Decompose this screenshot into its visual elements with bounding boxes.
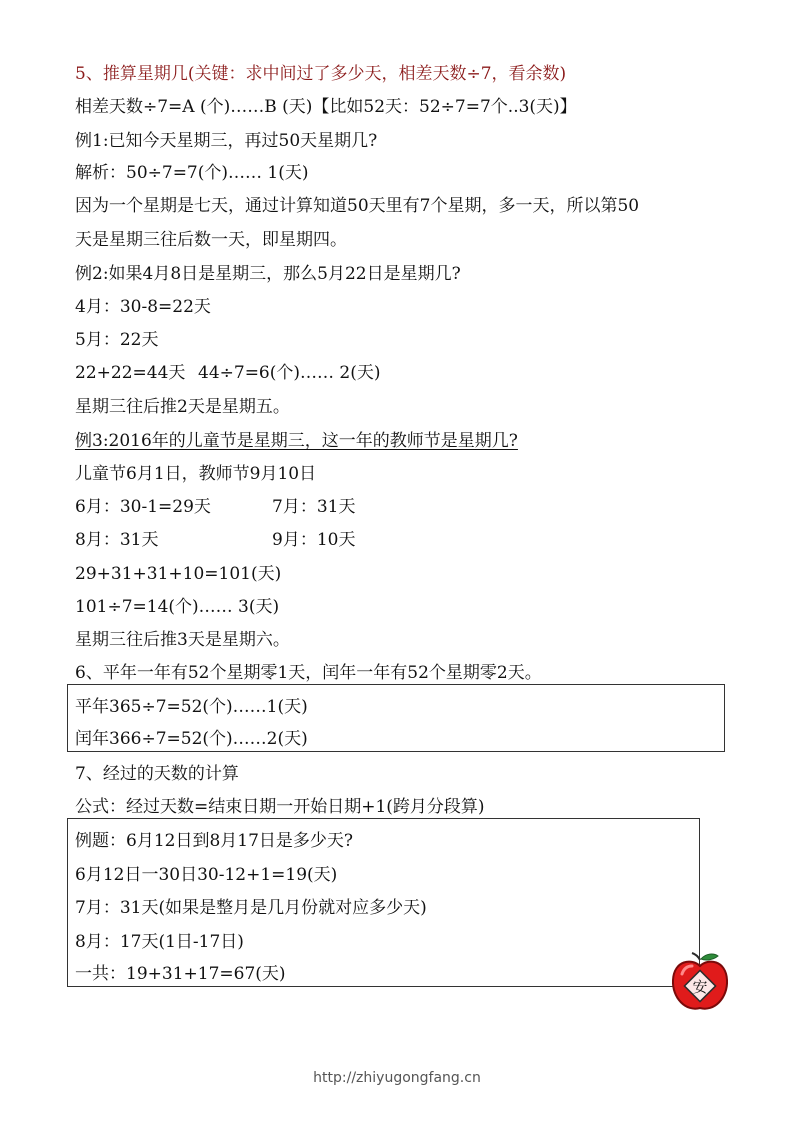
days-example-total: 一共：19+31+17=67(天) — [75, 964, 286, 984]
days-example-question: 例题：6月12日到8月17日是多少天? — [75, 831, 354, 851]
example3-result: 星期三往后推3天是星期六。 — [75, 630, 290, 650]
example2-april: 4月：30-8=22天 — [75, 297, 211, 317]
example2-result: 星期三往后推2天是星期五。 — [75, 397, 290, 417]
example3-september: 9月：10天 — [272, 530, 356, 550]
leap-year-calc: 闰年366÷7=52(个)……2(天) — [75, 729, 308, 749]
example1-explain-2: 天是星期三往后数一天，即星期四。 — [75, 230, 347, 250]
apple-stamp-icon — [668, 950, 732, 1014]
example3-august: 8月：31天 — [75, 530, 159, 550]
example1-question: 例1:已知今天星期三，再过50天星期几? — [75, 131, 378, 151]
common-year-calc: 平年365÷7=52(个)……1(天) — [75, 697, 308, 717]
example3-dates: 儿童节6月1日，教师节9月10日 — [75, 464, 317, 484]
stamp-char: 安 — [692, 978, 708, 996]
days-example-august: 8月：17天(1日-17日) — [75, 932, 244, 952]
example2-calc-b: 44÷7=6(个)…… 2(天) — [198, 363, 381, 383]
days-example-july: 7月：31天(如果是整月是几月份就对应多少天) — [75, 898, 427, 918]
example3-july: 7月：31天 — [272, 497, 356, 517]
example3-sum: 29+31+31+10=101(天) — [75, 564, 282, 584]
section6-heading: 6、平年一年有52个星期零1天，闰年一年有52个星期零2天。 — [75, 663, 542, 683]
example3-div: 101÷7=14(个)…… 3(天) — [75, 597, 280, 617]
section5-formula: 相差天数÷7=A (个)……B (天)【比如52天：52÷7=7个..3(天)】 — [75, 97, 577, 117]
example3-question: 例3:2016年的儿童节是星期三，这一年的教师节是星期几? — [75, 431, 518, 451]
example3-june: 6月：30-1=29天 — [75, 497, 211, 517]
section7-formula: 公式：经过天数=结束日期一开始日期+1(跨月分段算) — [75, 797, 485, 817]
example2-calc-a: 22+22=44天 — [75, 363, 186, 383]
example2-question: 例2:如果4月8日是星期三，那么5月22日是星期几? — [75, 264, 461, 284]
section5-heading: 5、推算星期几(关键：求中间过了多少天，相差天数÷7，看余数) — [75, 64, 567, 84]
section7-heading: 7、经过的天数的计算 — [75, 764, 239, 784]
example2-may: 5月：22天 — [75, 330, 159, 350]
example1-analysis: 解析：50÷7=7(个)…… 1(天) — [75, 163, 309, 183]
example1-explain-1: 因为一个星期是七天，通过计算知道50天里有7个星期，多一天，所以第50 — [75, 196, 640, 216]
days-example-june: 6月12日一30日30-12+1=19(天) — [75, 865, 338, 885]
footer-url[interactable]: http://zhiyugongfang.cn — [313, 1070, 481, 1086]
